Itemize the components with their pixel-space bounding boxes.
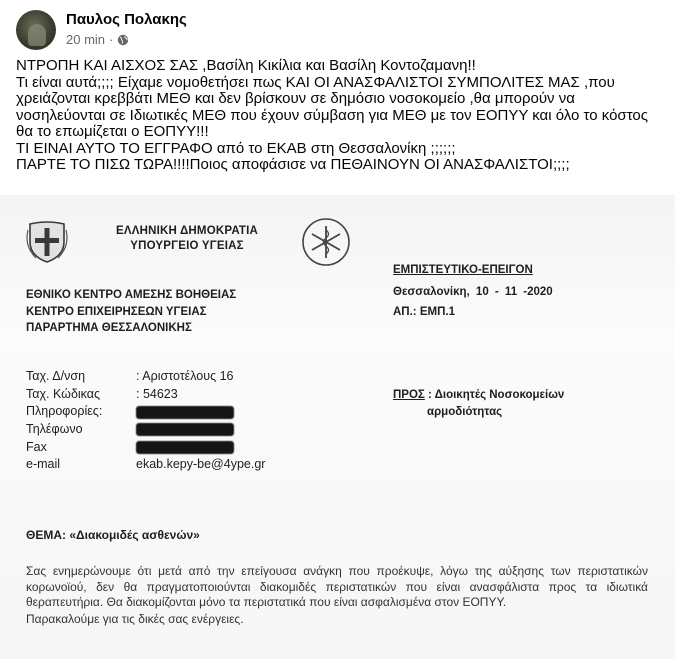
post-line: ΝΤΡΟΠΗ ΚΑΙ ΑΙΣΧΟΣ ΣΑΣ ,Βασίλη Κικίλια και Βασίλη Κοντοζαμανη!! — [16, 57, 476, 74]
avatar[interactable] — [16, 10, 56, 50]
ministry-header — [112, 224, 262, 254]
document-body — [26, 564, 648, 627]
ekab-star-of-life-icon — [300, 216, 352, 268]
body-paragraph: Σας ενημερώνουμε ότι μετά από την επείγουσα ανάγκη που προέκυψε, λόγω της αύξησης των περιστατικών κορωνοϊού, δεν θα πραγματοποιούνται διακομιδές περιστατικών που είναι ανασφάλιστα προς τα ιδιωτικά θεραπευτήρια. Θα διακομίζονται μόνο τα περιστατικά που είναι ασφαλισμένα στον ΕΟΠΥΥ. — [26, 564, 648, 609]
redaction-bar — [136, 423, 234, 436]
to-label: ΠΡΟΣ — [393, 389, 425, 401]
author-name[interactable]: Παυλος Πολακης — [66, 11, 187, 28]
classification-label: ΕΜΠΙΣΤΕΥΤΙΚΟ-ΕΠΕΙΓΟΝ — [393, 264, 533, 276]
attached-document-image[interactable] — [0, 195, 675, 659]
zip-label: Ταχ. Κώδικας — [26, 386, 101, 401]
to-value-line2: αρμοδιότητας — [427, 406, 503, 418]
org-line: ΚΕΝΤΡΟ ΕΠΙΧΕΙΡΗΣΕΩΝ ΥΓΕΙΑΣ — [26, 305, 207, 318]
redaction-bar — [136, 406, 234, 419]
meta-separator: · — [109, 32, 114, 47]
greek-coat-of-arms-icon — [26, 220, 68, 264]
email-label: e-mail — [26, 457, 61, 472]
post-line: Τι είναι αυτά;;;; Είχαμε νομοθετήσει πως ΚΑΙ ΟΙ ΑΝΑΣΦΑΛΙΣΤΟΙ ΣΥΜΠΟΛΙΤΕΣ ΜΑΣ ,που χρειάζονται κρεββάτι ΜΕΘ και δεν βρίσκουν σε δημόσιο νοσοκομείο ,θα μπορούν να νοσηλεύονται σε Ιδιωτικές ΜΕΘ που έχουν σύμβαση για ΜΕΘ με τον ΕΟΠΥΥ και όλο το κόστος θα το επωμίζεται ο ΕΟΠΥΥ!!! — [16, 73, 648, 140]
organization-block — [26, 287, 236, 337]
post-header — [16, 10, 656, 50]
redaction-bar — [136, 441, 234, 454]
phone-label: Τηλέφωνο — [26, 422, 83, 437]
protocol-number: ΑΠ.: ΕΜΠ.1 — [393, 306, 455, 318]
info-label: Πληροφορίες: — [26, 404, 103, 419]
body-closing: Παρακαλούμε για τις δικές σας ενέργειες. — [26, 611, 244, 626]
ministry-line: ΕΛΛΗΝΙΚΗ ΔΗΜΟΚΡΑΤΙΑ — [115, 225, 259, 237]
to-value: : Διοικητές Νοσοκομείων — [428, 389, 565, 401]
address-label: Ταχ. Δ/νση — [26, 369, 86, 383]
ministry-line: ΥΠΟΥΡΓΕΙΟ ΥΓΕΙΑΣ — [130, 240, 244, 252]
post-line: ΠΑΡΤΕ ΤΟ ΠΙΣΩ ΤΩΡΑ!!!!Ποιος αποφάσισε να ΠΕΘΑΙΝΟΥΝ ΟΙ ΑΝΑΣΦΑΛΙΣΤΟΙ;;;; — [16, 156, 570, 173]
document-date: 10 - 11 -2020 — [475, 286, 553, 298]
address-value: : Αριστοτέλους 16 — [136, 369, 234, 383]
document-subject: ΘΕΜΑ: «Διακομιδές ασθενών» — [26, 528, 200, 542]
post-time[interactable]: 20 min — [66, 32, 106, 47]
fax-label: Fax — [26, 439, 47, 454]
recipient-block — [393, 387, 564, 421]
date-city: Θεσσαλονίκη, — [393, 286, 470, 298]
document-dateline — [393, 286, 553, 298]
zip-value: : 54623 — [136, 386, 178, 401]
globe-icon[interactable] — [117, 34, 129, 46]
post-line: ΤΙ ΕΙΝΑΙ ΑΥΤΟ ΤΟ ΕΓΓΡΑΦΟ από το ΕΚΑΒ στη Θεσσαλονίκη ;;;;;; — [16, 139, 456, 157]
post-meta — [66, 32, 129, 47]
org-line: ΠΑΡΑΡΤΗΜΑ ΘΕΣΣΑΛΟΝΙΚΗΣ — [26, 322, 192, 334]
post-text — [16, 58, 664, 174]
org-line: ΕΘΝΙΚΟ ΚΕΝΤΡΟ ΑΜΕΣΗΣ ΒΟΗΘΕΙΑΣ — [26, 289, 237, 301]
email-value: ekab.kepy-be@4ype.gr — [136, 457, 266, 472]
